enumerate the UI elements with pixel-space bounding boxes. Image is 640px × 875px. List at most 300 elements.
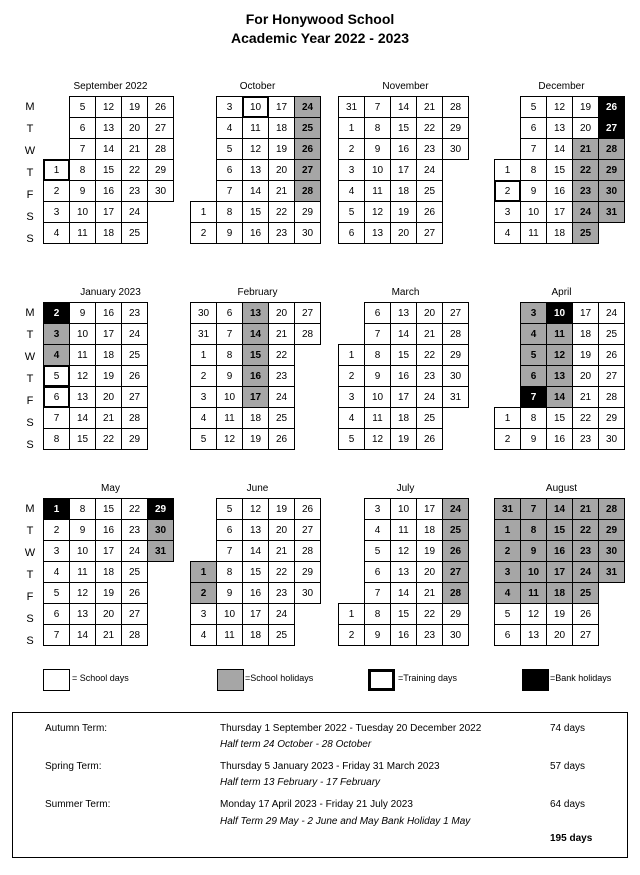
day-cell-training-day: 6 xyxy=(43,386,70,408)
summer-term-label: Summer Term: xyxy=(45,799,111,810)
day-cell-school-day: 9 xyxy=(364,365,391,387)
day-cell-school-day: 17 xyxy=(268,96,295,118)
day-cell-school-day: 12 xyxy=(216,428,243,450)
day-cell-school-day: 23 xyxy=(416,365,443,387)
day-cell-school-day: 18 xyxy=(390,180,417,202)
day-cell-school-day: 28 xyxy=(121,624,148,646)
day-cell-school-day: 28 xyxy=(294,323,321,345)
day-cell-school-day: 3 xyxy=(190,386,217,408)
day-cell-school-day: 11 xyxy=(520,222,547,244)
day-cell-school-holiday: 4 xyxy=(520,323,547,345)
day-cell-school-holiday: 31 xyxy=(147,540,174,562)
day-cell-school-day: 30 xyxy=(442,624,469,646)
day-cell-school-day: 13 xyxy=(390,561,417,583)
day-cell-school-day: 7 xyxy=(43,624,70,646)
day-cell-school-day: 8 xyxy=(216,344,243,366)
day-cell-school-day: 24 xyxy=(416,386,443,408)
day-cell-school-day: 10 xyxy=(390,498,417,520)
day-cell-school-day: 12 xyxy=(546,96,573,118)
day-cell-school-day: 4 xyxy=(190,407,217,429)
day-cell-bank-holiday: 1 xyxy=(43,498,70,520)
weekday-label: M xyxy=(25,307,35,319)
day-cell-school-day: 14 xyxy=(95,138,122,160)
day-cell-school-day: 20 xyxy=(572,365,599,387)
day-cell-school-day: 27 xyxy=(121,386,148,408)
day-cell-school-day: 4 xyxy=(190,624,217,646)
month-name: August xyxy=(545,483,578,494)
day-cell-school-holiday: 9 xyxy=(520,540,547,562)
day-cell-school-holiday: 28 xyxy=(598,138,625,160)
day-cell-school-day: 4 xyxy=(43,561,70,583)
day-cell-school-day: 8 xyxy=(69,159,96,181)
day-cell-school-day: 5 xyxy=(69,96,96,118)
day-cell-school-holiday: 1 xyxy=(190,561,217,583)
day-cell-school-day: 1 xyxy=(338,117,365,139)
day-cell-school-day: 19 xyxy=(242,428,269,450)
month-name: May xyxy=(101,483,120,494)
day-cell-school-day: 21 xyxy=(268,180,295,202)
day-cell-school-day: 12 xyxy=(364,201,391,223)
day-cell-school-day: 11 xyxy=(69,561,96,583)
day-cell-school-day: 2 xyxy=(494,428,521,450)
summer-term-days: 64 days xyxy=(550,799,586,810)
day-cell-school-day: 4 xyxy=(338,180,365,202)
day-cell-school-day: 27 xyxy=(598,365,625,387)
day-cell-school-day: 13 xyxy=(69,386,96,408)
day-cell-school-day: 14 xyxy=(390,96,417,118)
day-cell-school-day: 13 xyxy=(69,603,96,625)
day-cell-school-day: 31 xyxy=(190,323,217,345)
day-cell-school-day: 10 xyxy=(69,201,96,223)
day-cell-school-day: 19 xyxy=(390,428,417,450)
day-cell-school-day: 7 xyxy=(216,323,243,345)
day-cell-school-day: 20 xyxy=(546,624,573,646)
day-cell-school-day: 21 xyxy=(95,407,122,429)
day-cell-school-day: 25 xyxy=(121,222,148,244)
day-cell-school-day: 19 xyxy=(95,582,122,604)
month-name: March xyxy=(391,287,420,298)
day-cell-school-day: 4 xyxy=(338,407,365,429)
day-cell-school-day: 1 xyxy=(494,159,521,181)
day-cell-school-day: 16 xyxy=(390,365,417,387)
day-cell-school-day: 7 xyxy=(216,540,243,562)
day-cell-school-holiday: 29 xyxy=(598,159,625,181)
day-cell-school-holiday: 30 xyxy=(598,180,625,202)
day-cell-school-day: 12 xyxy=(242,498,269,520)
day-cell-school-day: 16 xyxy=(242,222,269,244)
day-cell-school-day: 6 xyxy=(43,603,70,625)
day-cell-school-holiday: 6 xyxy=(520,365,547,387)
day-cell-school-day: 22 xyxy=(121,498,148,520)
day-cell-school-day: 18 xyxy=(268,117,295,139)
day-cell-school-day: 19 xyxy=(268,498,295,520)
day-cell-school-holiday: 17 xyxy=(546,561,573,583)
day-cell-school-day: 9 xyxy=(216,222,243,244)
day-cell-school-holiday: 15 xyxy=(242,344,269,366)
day-cell-school-day: 5 xyxy=(520,96,547,118)
month-name: December xyxy=(538,81,585,92)
day-cell-school-day: 4 xyxy=(43,222,70,244)
day-cell-school-day: 22 xyxy=(572,407,599,429)
day-cell-school-day: 23 xyxy=(121,180,148,202)
day-cell-school-day: 9 xyxy=(69,519,96,541)
day-cell-school-holiday: 28 xyxy=(598,498,625,520)
day-cell-school-day: 16 xyxy=(546,428,573,450)
day-cell-school-day: 27 xyxy=(572,624,599,646)
day-cell-training-day: 2 xyxy=(494,180,521,202)
day-cell-school-day: 15 xyxy=(95,159,122,181)
day-cell-school-day: 19 xyxy=(95,365,122,387)
day-cell-school-day: 21 xyxy=(416,96,443,118)
day-cell-school-holiday: 10 xyxy=(520,561,547,583)
day-cell-school-day: 7 xyxy=(364,582,391,604)
day-cell-school-day: 27 xyxy=(147,117,174,139)
day-cell-school-day: 26 xyxy=(598,344,625,366)
academic-year-title: Academic Year 2022 - 2023 xyxy=(231,30,409,46)
legend-label: =Training days xyxy=(398,673,457,683)
day-cell-school-holiday: 14 xyxy=(546,386,573,408)
day-cell-school-day: 8 xyxy=(216,561,243,583)
day-cell-school-day: 25 xyxy=(416,407,443,429)
day-cell-school-day: 30 xyxy=(294,582,321,604)
day-cell-school-day: 26 xyxy=(121,365,148,387)
day-cell-school-day: 24 xyxy=(121,201,148,223)
day-cell-school-day: 22 xyxy=(416,603,443,625)
day-cell-school-day: 2 xyxy=(338,138,365,160)
day-cell-school-holiday: 25 xyxy=(572,222,599,244)
day-cell-school-holiday: 22 xyxy=(572,159,599,181)
day-cell-school-day: 24 xyxy=(598,302,625,324)
day-cell-school-day: 3 xyxy=(338,386,365,408)
day-cell-school-day: 21 xyxy=(416,582,443,604)
day-cell-school-day: 11 xyxy=(216,624,243,646)
day-cell-school-day: 26 xyxy=(268,428,295,450)
month-name: October xyxy=(239,81,276,92)
day-cell-school-holiday: 27 xyxy=(442,561,469,583)
day-cell-school-day: 23 xyxy=(121,302,148,324)
month-name: June xyxy=(246,483,269,494)
day-cell-school-day: 1 xyxy=(338,344,365,366)
day-cell-school-day: 27 xyxy=(416,222,443,244)
day-cell-school-day: 15 xyxy=(546,159,573,181)
day-cell-school-day: 25 xyxy=(121,344,148,366)
day-cell-school-day: 3 xyxy=(364,498,391,520)
day-cell-school-day: 12 xyxy=(95,96,122,118)
day-cell-school-day: 15 xyxy=(242,561,269,583)
day-cell-school-holiday: 14 xyxy=(546,498,573,520)
day-cell-school-holiday: 4 xyxy=(43,344,70,366)
day-cell-school-day: 15 xyxy=(390,603,417,625)
day-cell-school-day: 9 xyxy=(520,428,547,450)
day-cell-school-day: 16 xyxy=(95,519,122,541)
weekday-label: W xyxy=(24,351,36,363)
day-cell-school-day: 11 xyxy=(69,344,96,366)
day-cell-school-day: 10 xyxy=(364,159,391,181)
month-name: November xyxy=(382,81,429,92)
day-cell-school-day: 9 xyxy=(216,365,243,387)
day-cell-school-day: 18 xyxy=(95,222,122,244)
document-title: For Honywood School xyxy=(245,11,395,27)
day-cell-school-day: 29 xyxy=(121,428,148,450)
day-cell-school-day: 17 xyxy=(95,323,122,345)
day-cell-school-day: 28 xyxy=(294,540,321,562)
day-cell-school-holiday: 14 xyxy=(242,323,269,345)
day-cell-school-day: 13 xyxy=(364,222,391,244)
day-cell-school-day: 6 xyxy=(364,561,391,583)
month-name: January 2023 xyxy=(80,287,141,298)
day-cell-school-day: 7 xyxy=(364,323,391,345)
day-cell-school-day: 23 xyxy=(268,582,295,604)
day-cell-school-holiday: 24 xyxy=(442,498,469,520)
weekday-label: S xyxy=(26,211,34,223)
day-cell-school-holiday: 30 xyxy=(147,519,174,541)
day-cell-bank-holiday: 29 xyxy=(147,498,174,520)
day-cell-school-holiday: 28 xyxy=(442,582,469,604)
day-cell-school-day: 25 xyxy=(416,180,443,202)
day-cell-school-day: 12 xyxy=(364,428,391,450)
weekday-label: T xyxy=(26,525,34,537)
day-cell-school-day: 29 xyxy=(442,117,469,139)
day-cell-school-day: 5 xyxy=(364,540,391,562)
day-cell-school-day: 15 xyxy=(390,117,417,139)
day-cell-school-day: 13 xyxy=(242,519,269,541)
day-cell-school-day: 17 xyxy=(95,540,122,562)
day-cell-school-day: 2 xyxy=(338,365,365,387)
day-cell-school-day: 26 xyxy=(294,498,321,520)
day-cell-school-day: 31 xyxy=(338,96,365,118)
day-cell-school-day: 1 xyxy=(190,344,217,366)
summer-term-dates: Monday 17 April 2023 - Friday 21 July 2023 xyxy=(220,799,413,810)
day-cell-school-holiday: 8 xyxy=(520,519,547,541)
day-cell-school-day: 7 xyxy=(69,138,96,160)
day-cell-school-day: 8 xyxy=(43,428,70,450)
day-cell-school-holiday: 22 xyxy=(572,519,599,541)
day-cell-school-day: 15 xyxy=(546,407,573,429)
day-cell-school-day: 30 xyxy=(442,138,469,160)
day-cell-school-day: 9 xyxy=(364,138,391,160)
day-cell-school-day: 12 xyxy=(69,582,96,604)
day-cell-school-day: 22 xyxy=(121,159,148,181)
day-cell-school-day: 23 xyxy=(268,365,295,387)
day-cell-school-day: 29 xyxy=(442,344,469,366)
legend-label: = School days xyxy=(72,673,129,683)
day-cell-school-day: 11 xyxy=(364,407,391,429)
weekday-label: T xyxy=(26,329,34,341)
day-cell-school-day: 13 xyxy=(390,302,417,324)
day-cell-school-day: 8 xyxy=(364,344,391,366)
weekday-label: T xyxy=(26,569,34,581)
day-cell-school-day: 11 xyxy=(390,519,417,541)
day-cell-school-holiday: 24 xyxy=(572,201,599,223)
day-cell-school-day: 19 xyxy=(572,344,599,366)
day-cell-school-day: 27 xyxy=(442,302,469,324)
day-cell-school-day: 5 xyxy=(338,428,365,450)
day-cell-school-day: 17 xyxy=(416,498,443,520)
day-cell-school-holiday: 31 xyxy=(598,561,625,583)
day-cell-school-day: 15 xyxy=(390,344,417,366)
day-cell-school-day: 11 xyxy=(69,222,96,244)
day-cell-school-day: 30 xyxy=(147,180,174,202)
weekday-label: T xyxy=(26,373,34,385)
day-cell-school-day: 15 xyxy=(69,428,96,450)
day-cell-school-day: 18 xyxy=(242,624,269,646)
day-cell-school-day: 6 xyxy=(69,117,96,139)
day-cell-school-holiday: 21 xyxy=(572,138,599,160)
month-name: April xyxy=(551,287,572,298)
day-cell-school-day: 19 xyxy=(416,540,443,562)
day-cell-school-day: 21 xyxy=(121,138,148,160)
day-cell-school-day: 2 xyxy=(190,222,217,244)
day-cell-school-day: 2 xyxy=(43,180,70,202)
day-cell-school-day: 18 xyxy=(546,222,573,244)
day-cell-school-day: 20 xyxy=(268,519,295,541)
day-cell-school-day: 19 xyxy=(268,138,295,160)
day-cell-school-day: 2 xyxy=(43,519,70,541)
day-cell-school-holiday: 30 xyxy=(598,540,625,562)
day-cell-school-holiday: 26 xyxy=(294,138,321,160)
day-cell-school-day: 10 xyxy=(364,386,391,408)
day-cell-school-holiday: 2 xyxy=(494,540,521,562)
day-cell-training-day: 1 xyxy=(43,159,70,181)
day-cell-school-day: 8 xyxy=(69,498,96,520)
day-cell-school-day: 31 xyxy=(442,386,469,408)
day-cell-school-day: 9 xyxy=(216,582,243,604)
day-cell-school-day: 23 xyxy=(268,222,295,244)
weekday-label: S xyxy=(26,439,34,451)
day-cell-school-day: 28 xyxy=(147,138,174,160)
day-cell-school-day: 6 xyxy=(520,117,547,139)
day-cell-school-holiday: 16 xyxy=(242,365,269,387)
day-cell-school-day: 6 xyxy=(216,302,243,324)
day-cell-school-day: 10 xyxy=(69,323,96,345)
total-days: 195 days xyxy=(550,833,593,844)
day-cell-school-day: 29 xyxy=(442,603,469,625)
day-cell-school-day: 14 xyxy=(546,138,573,160)
day-cell-school-day: 17 xyxy=(390,159,417,181)
day-cell-school-day: 7 xyxy=(216,180,243,202)
autumn-term-days: 74 days xyxy=(550,723,586,734)
day-cell-school-day: 8 xyxy=(216,201,243,223)
day-cell-school-holiday: 3 xyxy=(43,323,70,345)
day-cell-school-day: 14 xyxy=(242,540,269,562)
day-cell-school-day: 27 xyxy=(294,302,321,324)
day-cell-school-day: 23 xyxy=(416,138,443,160)
day-cell-school-day: 18 xyxy=(95,561,122,583)
day-cell-school-day: 17 xyxy=(546,201,573,223)
day-cell-school-day: 19 xyxy=(546,603,573,625)
day-cell-school-day: 22 xyxy=(416,344,443,366)
weekday-label: T xyxy=(26,167,34,179)
day-cell-school-day: 9 xyxy=(520,180,547,202)
day-cell-school-day: 29 xyxy=(294,561,321,583)
day-cell-school-day: 28 xyxy=(121,407,148,429)
day-cell-school-holiday: 11 xyxy=(546,323,573,345)
day-cell-school-day: 6 xyxy=(364,302,391,324)
day-cell-school-holiday: 25 xyxy=(572,582,599,604)
day-cell-school-day: 16 xyxy=(546,180,573,202)
day-cell-school-day: 21 xyxy=(95,624,122,646)
day-cell-school-holiday: 13 xyxy=(242,302,269,324)
day-cell-school-day: 11 xyxy=(364,180,391,202)
day-cell-school-day: 4 xyxy=(494,222,521,244)
month-name: September 2022 xyxy=(73,81,148,92)
day-cell-school-day: 2 xyxy=(190,365,217,387)
day-cell-school-day: 20 xyxy=(268,302,295,324)
day-cell-school-day: 7 xyxy=(520,138,547,160)
day-cell-school-day: 16 xyxy=(390,624,417,646)
day-cell-school-holiday: 3 xyxy=(494,561,521,583)
day-cell-school-day: 29 xyxy=(598,407,625,429)
day-cell-school-day: 20 xyxy=(416,302,443,324)
day-cell-school-day: 6 xyxy=(338,222,365,244)
day-cell-school-day: 28 xyxy=(442,323,469,345)
day-cell-school-day: 17 xyxy=(390,386,417,408)
day-cell-bank-holiday: 2 xyxy=(43,302,70,324)
weekday-label: F xyxy=(26,591,34,603)
day-cell-school-holiday: 25 xyxy=(442,519,469,541)
weekday-label: S xyxy=(26,417,34,429)
weekday-label: W xyxy=(24,145,36,157)
weekday-label: M xyxy=(25,503,35,515)
day-cell-school-day: 6 xyxy=(216,519,243,541)
day-cell-school-holiday: 24 xyxy=(572,561,599,583)
day-cell-school-day: 5 xyxy=(494,603,521,625)
day-cell-school-day: 12 xyxy=(242,138,269,160)
day-cell-school-day: 28 xyxy=(598,386,625,408)
weekday-label: S xyxy=(26,233,34,245)
autumn-half-term: Half term 24 October - 28 October xyxy=(220,739,372,750)
day-cell-school-day: 23 xyxy=(121,519,148,541)
day-cell-school-holiday: 1 xyxy=(494,519,521,541)
day-cell-school-day: 10 xyxy=(520,201,547,223)
day-cell-school-day: 21 xyxy=(416,323,443,345)
day-cell-school-day: 1 xyxy=(190,201,217,223)
month-name: July xyxy=(396,483,415,494)
weekday-label: F xyxy=(26,189,34,201)
day-cell-bank-holiday: 26 xyxy=(598,96,625,118)
day-cell-school-day: 16 xyxy=(95,180,122,202)
day-cell-school-holiday: 16 xyxy=(546,540,573,562)
day-cell-school-day: 20 xyxy=(390,222,417,244)
day-cell-school-day: 29 xyxy=(294,201,321,223)
day-cell-school-day: 17 xyxy=(572,302,599,324)
school-holidays-swatch xyxy=(217,669,244,691)
day-cell-school-day: 1 xyxy=(494,407,521,429)
legend-label: =Bank holidays xyxy=(550,673,612,683)
day-cell-school-day: 26 xyxy=(147,96,174,118)
day-cell-school-holiday: 24 xyxy=(294,96,321,118)
day-cell-school-day: 29 xyxy=(147,159,174,181)
day-cell-bank-holiday: 7 xyxy=(520,386,547,408)
day-cell-school-day: 4 xyxy=(364,519,391,541)
day-cell-school-day: 8 xyxy=(520,407,547,429)
day-cell-training-day: 5 xyxy=(43,365,70,387)
day-cell-school-day: 11 xyxy=(242,117,269,139)
day-cell-school-holiday: 23 xyxy=(572,540,599,562)
day-cell-school-day: 9 xyxy=(69,180,96,202)
day-cell-school-holiday: 31 xyxy=(494,498,521,520)
day-cell-school-day: 14 xyxy=(69,407,96,429)
day-cell-school-day: 13 xyxy=(242,159,269,181)
autumn-term-dates: Thursday 1 September 2022 - Tuesday 20 December 2022 xyxy=(220,723,482,734)
day-cell-school-day: 4 xyxy=(216,117,243,139)
day-cell-school-holiday: 27 xyxy=(294,159,321,181)
day-cell-school-day: 6 xyxy=(494,624,521,646)
day-cell-school-day: 18 xyxy=(390,407,417,429)
day-cell-school-day: 24 xyxy=(268,603,295,625)
autumn-term-label: Autumn Term: xyxy=(45,723,108,734)
summer-half-term: Half Term 29 May - 2 June and May Bank Holiday 1 May xyxy=(220,816,471,827)
